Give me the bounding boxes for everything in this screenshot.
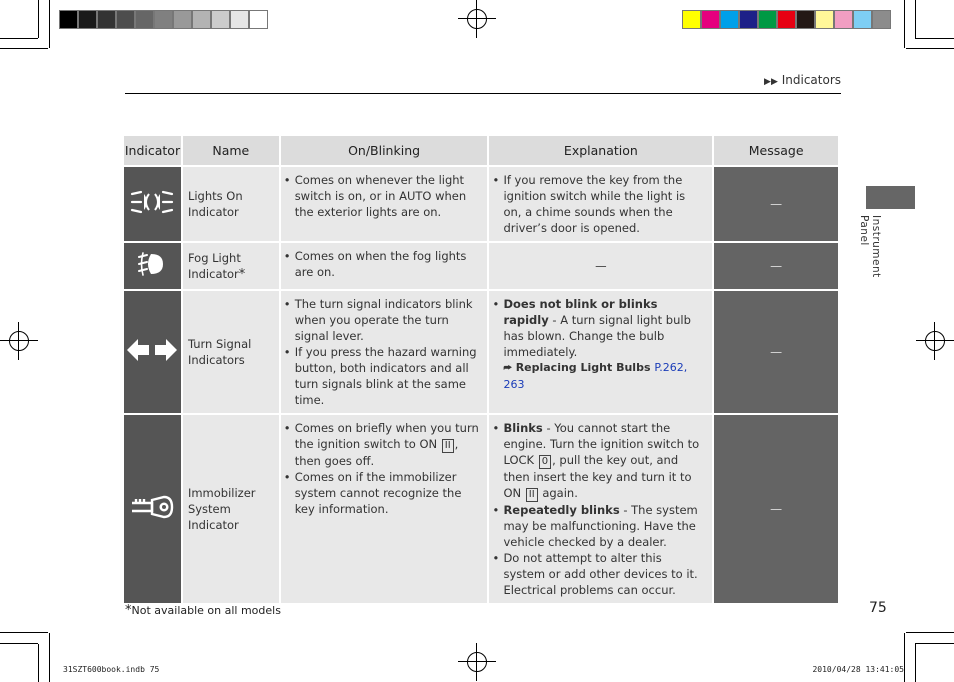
footnote-mark: * — [238, 266, 246, 282]
color-swatch — [97, 10, 116, 29]
slug-file: 31SZT600book.indb 75 — [63, 665, 160, 674]
indicator-name: Immobilizer System Indicator — [183, 415, 279, 603]
table-row — [124, 415, 838, 603]
table-header-row — [124, 136, 838, 165]
on-blinking-cell — [281, 291, 488, 413]
indicator-table — [122, 134, 840, 605]
color-swatch — [59, 10, 78, 29]
crop-mark — [0, 48, 48, 49]
color-swatch — [116, 10, 135, 29]
explanation-cell — [489, 167, 712, 241]
table-row — [124, 243, 838, 289]
list-item: • Blinks - You cannot start the engine. Turn the ignition switch to LOCK 0 , pull the key out, and then insert the key and turn it to ON II again. — [503, 420, 706, 502]
color-swatch — [815, 10, 834, 29]
crop-mark — [915, 0, 916, 38]
color-swatch — [135, 10, 154, 29]
section-title: Instrument Panel — [858, 215, 882, 278]
color-swatch — [249, 10, 268, 29]
crop-mark — [904, 633, 905, 682]
color-swatch — [834, 10, 853, 29]
footnote-text: Not available on all models — [131, 604, 281, 617]
list-item: • If you press the hazard warning button, both indicators and all turn signals blink at the same time. — [295, 344, 482, 408]
color-swatch — [796, 10, 815, 29]
indicator-cell — [124, 167, 181, 241]
list-item: • Comes on briefly when you turn the ignition switch to ON II , then goes off. — [295, 420, 482, 469]
ignition-on-key-label: II — [526, 488, 538, 502]
crop-mark — [906, 48, 954, 49]
color-swatch — [192, 10, 211, 29]
header-on-blinking: On/Blinking — [281, 136, 488, 165]
breadcrumb — [764, 73, 841, 87]
indicator-cell — [124, 291, 181, 413]
header-name: Name — [183, 136, 279, 165]
immobilizer-key-icon — [130, 494, 174, 520]
registration-mark — [458, 643, 496, 681]
list-item: • Repeatedly blinks - The system may be malfunctioning. Have the vehicle checked by a dealer. — [503, 502, 706, 550]
ignition-lock-key-label: 0 — [539, 455, 551, 469]
cross-reference-pages-link[interactable]: P.262, 263 — [503, 361, 688, 391]
footnote-mark: * — [125, 603, 132, 618]
indicator-cell — [124, 243, 181, 289]
explanation-cell: — — [489, 243, 712, 289]
color-swatch — [154, 10, 173, 29]
list-item: • The turn signal indicators blink when you operate the turn signal lever. — [295, 296, 482, 344]
color-swatch — [230, 10, 249, 29]
table-row — [124, 291, 838, 413]
list-item: • If you remove the key from the ignition switch while the light is on, a chime sounds when the driver’s door is opened. — [503, 172, 706, 236]
cross-reference-icon: ⮫ — [503, 364, 512, 374]
color-swatch — [701, 10, 720, 29]
list-item: • Comes on when the fog lights are on. — [295, 248, 482, 280]
breadcrumb-arrows-icon: ▶▶ — [764, 77, 778, 87]
list-item: • Does not blink or blinks rapidly - A turn signal light bulb has blown. Change the bulb immediately. ⮫ Replacing Light Bulbs P.262, 263 — [503, 296, 706, 393]
cross-reference-label: Replacing Light Bulbs — [515, 361, 651, 374]
color-swatch — [720, 10, 739, 29]
explanation-cell — [489, 291, 712, 413]
crop-mark — [915, 38, 954, 39]
registration-mark — [916, 322, 954, 360]
ignition-on-key-label: II — [442, 439, 454, 453]
indicator-name: Fog Light Indicator* — [183, 243, 279, 289]
indicator-cell — [124, 415, 181, 603]
slug-timestamp: 2010/04/28 13:41:05 — [812, 665, 904, 674]
on-blinking-cell — [281, 415, 488, 603]
on-blinking-cell — [281, 167, 488, 241]
crop-mark — [915, 643, 954, 644]
header-rule — [125, 93, 841, 94]
breadcrumb-label: Indicators — [781, 73, 841, 87]
cross-reference[interactable] — [503, 360, 706, 393]
on-blinking-cell — [281, 243, 488, 289]
color-swatch — [853, 10, 872, 29]
list-item: • Comes on if the immobilizer system cannot recognize the key information. — [295, 469, 482, 517]
header-indicator: Indicator — [124, 136, 181, 165]
header-explanation: Explanation — [489, 136, 712, 165]
indicator-name: Lights On Indicator — [183, 167, 279, 241]
indicator-name: Turn Signal Indicators — [183, 291, 279, 413]
explanation-cell — [489, 415, 712, 603]
color-swatch — [211, 10, 230, 29]
message-cell: — — [714, 243, 838, 289]
crop-mark — [0, 643, 38, 644]
crop-mark — [915, 644, 916, 682]
crop-mark — [906, 632, 954, 633]
header-message: Message — [714, 136, 838, 165]
color-swatch — [758, 10, 777, 29]
message-cell: — — [714, 167, 838, 241]
footnote — [125, 603, 281, 618]
message-cell: — — [714, 291, 838, 413]
color-swatch — [872, 10, 891, 29]
registration-mark — [458, 0, 496, 38]
message-cell: — — [714, 415, 838, 603]
crop-mark — [0, 38, 38, 39]
crop-mark — [38, 0, 39, 38]
color-swatch — [739, 10, 758, 29]
fog-light-icon — [137, 249, 167, 279]
crop-mark — [38, 644, 39, 682]
color-swatch — [682, 10, 701, 29]
registration-mark — [0, 322, 38, 360]
page-number: 75 — [869, 600, 887, 616]
crop-mark — [49, 633, 50, 682]
color-swatch — [777, 10, 796, 29]
table-row — [124, 167, 838, 241]
color-swatch — [78, 10, 97, 29]
list-item: • Do not attempt to alter this system or add other devices to it. Electrical problems can occur. — [503, 550, 706, 598]
crop-mark — [49, 0, 50, 48]
color-swatch — [173, 10, 192, 29]
crop-mark — [904, 0, 905, 48]
headlight-icon — [129, 187, 175, 217]
section-tab-marker — [866, 186, 915, 209]
crop-mark — [0, 632, 48, 633]
list-item: • Comes on whenever the light switch is on, or in AUTO when the exterior lights are on. — [295, 172, 482, 220]
turn-signal-arrows-icon — [126, 337, 178, 363]
